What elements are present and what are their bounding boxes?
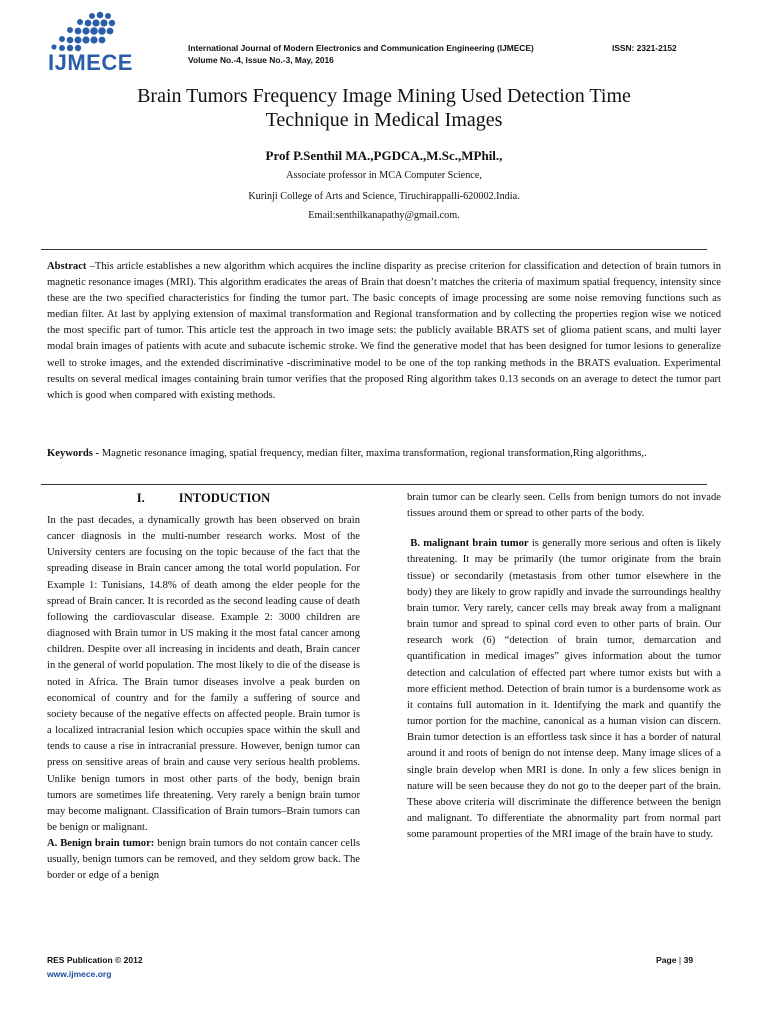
section-heading <box>47 491 360 506</box>
footer-website-link[interactable]: www.ijmece.org <box>47 969 112 979</box>
benign-paragraph <box>47 836 360 884</box>
left-column <box>47 513 360 885</box>
benign-label: A. Benign brain tumor: <box>47 838 155 850</box>
header-rule <box>41 249 707 250</box>
author-affiliation-2: Kurinji College of Arts and Science, Tiruchirappalli-620002.India. <box>248 191 520 202</box>
section-number: I. <box>136 491 145 505</box>
keywords-text: Magnetic resonance imaging, spatial frequency, median filter, maxima transformation, regional transformation,Ring algorithms,. <box>101 448 647 459</box>
keywords-label: Keywords - <box>47 448 100 459</box>
logo-text: IJMECE <box>48 50 133 75</box>
abstract-text: –This article establishes a new algorithm which acquires the incline disparity as precise criterion for classification and detection of brain tumors in magnetic resonance images (MRI). This algorithm eradicates the areas of Brain that doesn’t matches the criteria of maximum spatial frequency, intensity since these are the two specified characteristics for finding the tumor part. The basic concepts of image processing are some noise removing functions such as median filter. At last by applying extension of maximal transformation and Regional transformation and by collecting the properties region wise we noticed the most specific part of tumor. This article test the approach in two image sets: the publicly available BRATS set of glioma patient scans, and multi layer modal brain images of patients with acute and subacute ischemic stroke. We find the generative model that has been designed for tumor lesions to generalize well to stroke images, and the extended discriminative -discriminative model to be one of the top ranking methods in the BRATS evaluation. Experimental results on several medical images containing brain tumor verifies that the proposed Ring algorithm takes 0.13 seconds on an average to detect the tumor part which is good when compared with existing methods. <box>47 261 721 401</box>
intro-paragraph: In the past decades, a dynamically growth has been observed on brain cancer diagnosis in the multi-number research works. Most of the University centers are focusing on the topic because of the fact that the spreading disease in Brain cancer among the total world population. For Example 1: Tunisians, 14.8% of death among the elder people for the spread of Brain cancer. It is recorded as the second leading cause of death following the cardiovascular disease. Example 2: 3000 children are diagnosed with Brain tumor in US making it the most fatal cancer among children. Despite over all increasing in incidents and death, Brain cancer in the general of world population. The most likely to die of the disease is noted in Africa. The Brain tumor diseases involve a peak burden on economical of country and for the family a suffering of source and society because of the negative effects on affected people. Brain tumor is a localized intracranial lesion which occupies space within the skull and tends to cause a rise in intracranial pressure. However, benign tumor can press on sensitive areas of brain and cause very serious health problems. Unlike benign tumors in most other parts of the body, benign brain tumors are sometimes life threatening. Very rarely a benign brain tumor may become malignant. Classification of Brain tumors–Brain tumors can be benign or malignant. <box>47 515 360 833</box>
author-email: Email:senthilkanapathy@gmail.com. <box>308 210 460 221</box>
paper-title-line2: Technique in Medical Images <box>265 109 503 131</box>
paper-title <box>40 84 728 132</box>
footer-publisher: RES Publication © 2012 <box>47 955 143 965</box>
page-number: Page | 39 <box>656 955 694 965</box>
malignant-text: is generally more serious and often is likely threatening. It may be primarily (the tumor originate from the brain tissue) or secondarily (metastasis from other tumor elsewhere in the body) they are likely to grow rapidly and invade the surroundings healthy brain tumor. Very rarely, cancer cells may break away from a malignant brain tumor and spread to spinal cord even to other parts of brain. Our research work (6) “detection of brain tumor, demarcation and quantification in medical images” gives information about the tumor detection and calculation of effected part where tumor exists but with a more efficient method. Detection of brain tumor is a burdensome work as it contains full automation in it. Identifying the mark and quantify the tumor portion for the machine, canonical as a human vision can discern. Brain tumor detection is an effortless task since it has a border of natural around it and roots of benign do not intense deep. Many image slices of a single brain develop when MRI is done. In only a few slices benign in nature will be seen because they do not go to the deeper part of the brain. These above criteria will discriminate the difference between the benign and malignant. To differentiate the abnormality part from normal part some paramount properties of the MRI image of the brain have to study. <box>407 538 722 841</box>
keywords <box>47 446 721 462</box>
journal-logo <box>44 10 154 75</box>
malignant-paragraph <box>407 536 721 843</box>
right-column <box>407 490 721 843</box>
journal-header <box>188 42 677 66</box>
journal-issn: ISSN: 2321-2152 <box>612 43 677 53</box>
malignant-label: B. malignant brain tumor <box>410 538 529 550</box>
journal-name: International Journal of Modern Electronics and Communication Engineering (IJMECE) <box>188 43 534 53</box>
logo-dots-icon <box>44 10 154 52</box>
abstract <box>47 259 721 404</box>
benign-continued-paragraph: brain tumor can be clearly seen. Cells from benign tumors do not invade tissues around them or spread to other parts of the body. <box>407 492 721 520</box>
abstract-label: Abstract <box>47 261 87 272</box>
paper-title-line1: Brain Tumors Frequency Image Mining Used Detection Time <box>137 85 631 107</box>
journal-volume: Volume No.-4, Issue No.-3, May, 2016 <box>188 55 334 65</box>
paper-author: Prof P.Senthil MA.,PGDCA.,M.Sc.,MPhil., <box>265 148 503 163</box>
page-value: 39 <box>683 955 694 965</box>
page-label: Page <box>656 955 677 965</box>
keywords-rule <box>41 484 707 485</box>
author-affiliation-1: Associate professor in MCA Computer Science, <box>286 170 482 181</box>
benign-text: benign brain tumors do not contain cancer cells usually, benign tumors can be removed, and they seldom grow back. The border or edge of a benign <box>47 838 360 882</box>
section-title: INTODUCTION <box>178 491 271 505</box>
